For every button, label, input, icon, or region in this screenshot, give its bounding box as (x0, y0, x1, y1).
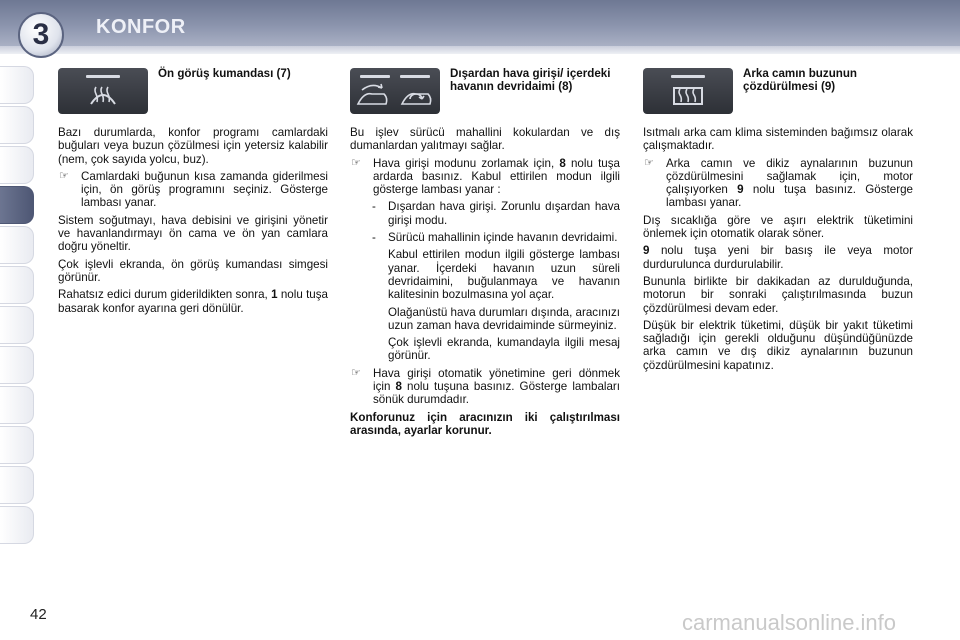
bullet-item: ☞ Hava girişi modunu zorlamak için, 8 nolu tuşa ardarda basınız. Kabul ettirilen modun ilgili gösterge lambası yanar : (351, 156, 620, 197)
paragraph: 9 nolu tuşa yeni bir basış ile veya motor durdurulunca durdurulabilir. (643, 244, 913, 271)
bullet-item: ☞ Hava girişi otomatik yönetimine geri dönmek için 8 nolu tuşuna basınız. Gösterge lambaları sönük durumdadır. (351, 366, 621, 407)
column-air-recirculation (350, 68, 620, 441)
section-header (58, 68, 328, 116)
chapter-tab[interactable] (0, 226, 34, 264)
chapter-tab-active[interactable] (0, 186, 34, 224)
sub-paragraph: Olağanüstü hava durumları dışında, aracınızı uzun zaman hava devridaiminde sürmeyiniz. (388, 305, 621, 332)
section-body (643, 126, 913, 372)
chapter-tab[interactable] (0, 466, 34, 504)
section-title: Ön görüş kumandası (7) (158, 67, 291, 80)
front-defrost-icon (58, 68, 148, 114)
column-rear-defrost (643, 68, 913, 376)
section-body (58, 126, 328, 315)
paragraph: Konforunuz için aracınızın iki çalıştırılması arasında, ayarlar korunur. (350, 410, 620, 437)
watermark: carmanualsonline.info (682, 610, 897, 635)
page-number: 42 (30, 606, 47, 623)
section-title: Arka camın buzunun çözdürülmesi (9) (743, 67, 858, 94)
chapter-tab[interactable] (0, 306, 34, 344)
air-recirculation-icon (350, 68, 440, 114)
chapter-tab[interactable] (0, 146, 34, 184)
paragraph: Rahatsız edici durum giderildikten sonra, 1 nolu tuşa basarak konfor ayarına geri dönülür. (58, 288, 328, 315)
chapter-number: 3 (18, 12, 64, 58)
section-title: Dışardan hava girişi/ içerdeki havanın devridaimi (8) (450, 67, 611, 94)
chapter-tab[interactable] (0, 106, 34, 144)
paragraph: Dış sıcaklığa göre ve aşırı elektrik tüketimini önlemek için otomatik olarak söner. (643, 213, 913, 241)
column-front-defrost (58, 68, 328, 319)
chapter-tab[interactable] (0, 506, 34, 544)
rear-defrost-icon (643, 68, 733, 114)
bullet-item: ☞ Camlardaki buğunun kısa zamanda giderilmesi için, ön görüş programını seçiniz. Gösterge lambası yanar. (59, 169, 328, 210)
paragraph: Düşük bir elektrik tüketimi, düşük bir yakıt tüketimi sağladığı için gerekli olduğunu düşündüğünüzde arka camın ve dış dikiz aynalarının buzunun çözdürülmesini kapatınız. (643, 318, 913, 372)
sub-paragraph: Kabul ettirilen modun ilgili gösterge lambası yanar. İçerdeki havanın uzun süreli devridaimini, buğulanmaya ve havanın kalitesinin bozulmasına yol açar. (388, 248, 620, 302)
paragraph: Bu işlev sürücü mahallini kokulardan ve dış dumanlardan yalıtmayı sağlar. (350, 126, 620, 153)
pointing-hand-icon: ☞ (351, 156, 361, 169)
chapter-tab[interactable] (0, 66, 34, 104)
sub-paragraph: Çok işlevli ekranda, kumandayla ilgili mesaj görünür. (388, 336, 620, 363)
paragraph: Sistem soğutmayı, hava debisini ve girişini yönetir ve havanlandırmayı ön cama ve ön yan camlara doğru yöneltir. (58, 213, 328, 254)
chapter-tabs (0, 66, 34, 546)
dash-item: - Dışardan hava girişi. Zorunlu dışardan hava girişi modu. (372, 200, 620, 227)
pointing-hand-icon: ☞ (644, 156, 654, 169)
bullet-item: ☞ Arka camın ve dikiz aynalarının buzunun çözdürülmesini sağlamak için, motor çalışıyorken 9 nolu tuşa basınız. Gösterge lambası yanar. (644, 156, 913, 210)
dash-item: - Sürücü mahallinin içinde havanın devridaimi. (372, 231, 618, 245)
chapter-tab[interactable] (0, 386, 34, 424)
section-header (643, 68, 913, 116)
chapter-tab[interactable] (0, 266, 34, 304)
chapter-tab[interactable] (0, 426, 34, 464)
paragraph: Bununla birlikte bir dakikadan az durulduğunda, motorun bir sonraki çalıştırılmasında buzun çözdürülmesi devam eder. (643, 274, 913, 315)
header-strip (0, 46, 960, 54)
pointing-hand-icon: ☞ (351, 366, 361, 379)
paragraph: Bazı durumlarda, konfor programı camlardaki buğuları veya buzun çözülmesi için yetersiz kalabilir (nem, çok sayıda yolcu, buz). (58, 126, 328, 166)
dash-marker: - (372, 231, 376, 245)
dash-marker: - (372, 200, 376, 214)
chapter-title: KONFOR (96, 16, 186, 38)
chapter-tab[interactable] (0, 346, 34, 384)
paragraph: Isıtmalı arka cam klima sisteminden bağımsız olarak çalışmaktadır. (643, 126, 913, 153)
section-body (350, 126, 620, 437)
section-header (350, 68, 620, 116)
pointing-hand-icon: ☞ (59, 169, 69, 182)
paragraph: Çok işlevli ekranda, ön görüş kumandası simgesi görünür. (58, 257, 328, 284)
